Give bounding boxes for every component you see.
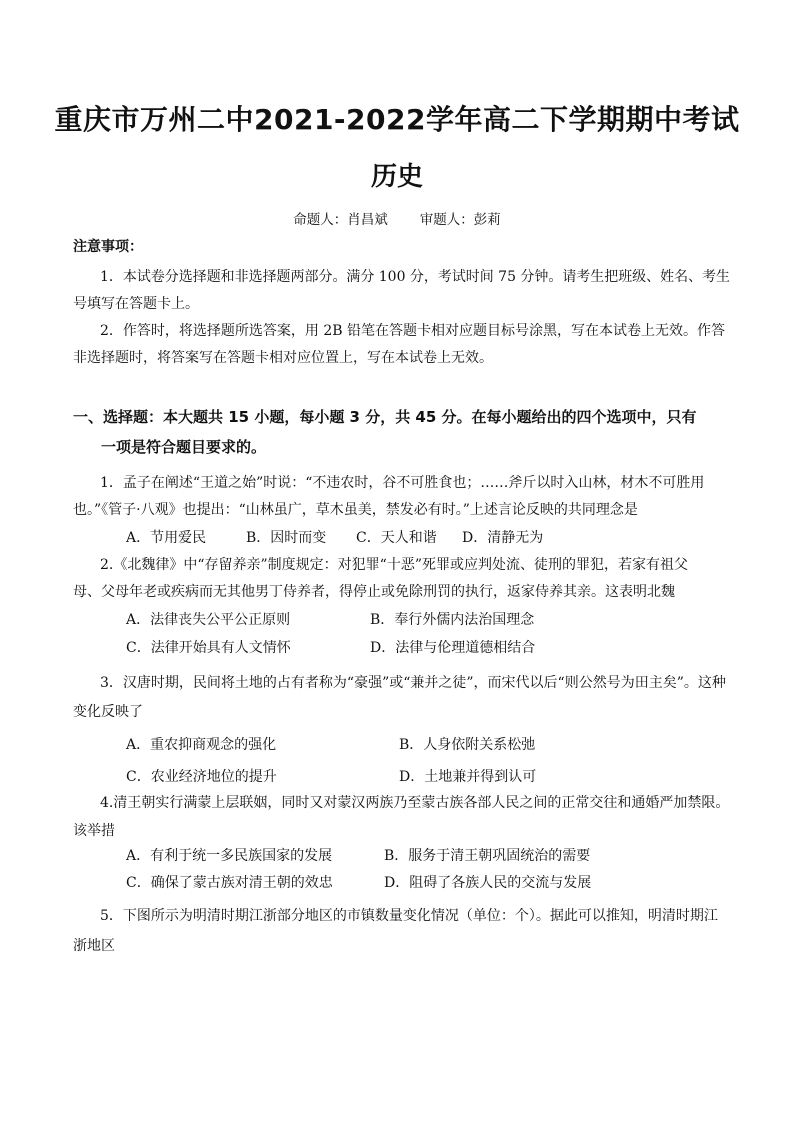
question-4-option-a: A．有利于统一多民族国家的发展 (126, 848, 333, 864)
question-3-option-c: C．农业经济地位的提升 (126, 769, 277, 785)
question-5-text: 浙地区 (73, 938, 115, 954)
question-3-option-a: A．重农抑商观念的强化 (126, 737, 277, 753)
question-2-option-b: B．奉行外儒内法治国理念 (370, 612, 535, 628)
question-4-text: 4.清王朝实行满蒙上层联姻，同时又对蒙汉两族乃至蒙古族各部人民之间的正常交往和通婚严加禁限。 (100, 795, 730, 811)
question-1-option-a: A．节用爱民 (126, 530, 207, 546)
question-3-text: 3．汉唐时期，民间将土地的占有者称为“豪强”或“兼并之徒”，而宋代以后“则公然号为田主矣”。这种 (100, 675, 726, 691)
question-2-text: 2.《北魏律》中“存留养亲”制度规定：对犯罪“十恶”死罪或应判处流、徒刑的罪犯，若家有祖父 (100, 557, 688, 573)
question-2-option-c: C．法律开始具有人文情怀 (126, 640, 291, 656)
question-2-option-d: D．法律与伦理道德相结合 (370, 640, 536, 656)
question-3-text: 变化反映了 (73, 704, 143, 720)
question-2-option-a: A．法律丧失公平公正原则 (126, 612, 291, 628)
question-4-option-c: C．确保了蒙古族对清王朝的效忠 (126, 875, 333, 891)
question-5-text: 5．下图所示为明清时期江浙部分地区的市镇数量变化情况（单位：个）。据此可以推知，明清时期江 (100, 908, 718, 924)
question-1-text: 也。”《管子·八观》也提出：“山林虽广，草木虽美，禁发必有时。”上述言论反映的共同理念是 (73, 502, 638, 518)
subject-title: 历史 (370, 162, 423, 192)
notice-line: 2．作答时，将选择题所选答案，用 2B 铅笔在答题卡相对应题目标号涂黑，写在本试卷上无效。作答 (100, 323, 726, 339)
setter-name: 命题人：肖昌斌 (293, 212, 388, 228)
question-2-text: 母、父母年老或疾病而无其他男丁侍养者，得停止或免除刑罚的执行，返家侍养其亲。这表明北魏 (73, 584, 675, 600)
reviewer-name: 审题人：彭莉 (419, 212, 501, 228)
question-1-option-b: B．因时而变 (246, 530, 327, 546)
notice-heading: 注意事项： (73, 239, 143, 255)
question-1-option-d: D．清静无为 (462, 530, 544, 546)
authors-line (0, 208, 794, 228)
question-4-option-d: D．阻碍了各族人民的交流与发展 (384, 875, 592, 891)
notice-line: 号填写在答题卡上。 (73, 296, 199, 312)
question-3-option-d: D．土地兼并得到认可 (399, 769, 537, 785)
question-3-option-b: B．人身依附关系松弛 (399, 737, 536, 753)
notice-line: 1．本试卷分选择题和非选择题两部分。满分 100 分，考试时间 75 分钟。请考生把班级、姓名、考生 (100, 269, 730, 285)
question-1-text: 1．孟子在阐述“王道之始”时说：“不违农时，谷不可胜食也；……斧斤以时入山林，材木不可胜用 (100, 475, 705, 491)
section-heading-cont: 一项是符合题目要求的。 (101, 438, 267, 456)
question-1-option-c: C．天人和谐 (356, 530, 437, 546)
section-heading: 一、选择题：本大题共 15 小题，每小题 3 分，共 45 分。在每小题给出的四个选项中，只有 (73, 408, 697, 426)
question-4-text: 该举措 (73, 823, 115, 839)
question-4-option-b: B．服务于清王朝巩固统治的需要 (384, 848, 591, 864)
exam-title: 重庆市万州二中2021-2022学年高二下学期期中考试 (54, 103, 740, 136)
notice-line: 非选择题时，将答案写在答题卡相对应位置上，写在本试卷上无效。 (73, 350, 493, 366)
